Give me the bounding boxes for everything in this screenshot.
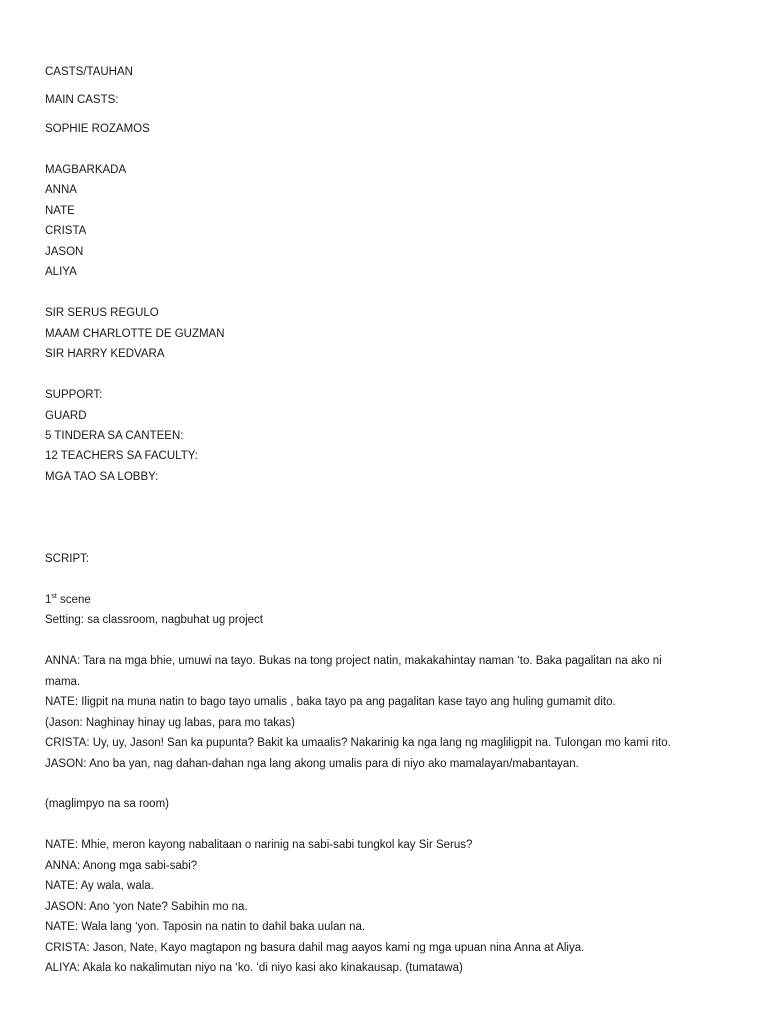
dialogue-line: ANNA: Anong mga sabi-sabi? — [45, 860, 198, 872]
group-member: NATE — [45, 205, 75, 217]
dialogue-line: ANNA: Tara na mga bhie, umuwi na tayo. Bukas na tong project natin, makakahintay naman ‘to. Baka pagalitan na ako ni — [45, 655, 662, 667]
scene-number: 1 — [45, 594, 52, 606]
teacher: MAAM CHARLOTTE DE GUZMAN — [45, 328, 225, 340]
dialogue-line: NATE: Mhie, meron kayong nabalitaan o narinig na sabi-sabi tungkol kay Sir Serus? — [45, 839, 473, 851]
dialogue-line: (Jason: Naghinay hinay ug labas, para mo takas) — [45, 717, 295, 729]
group-member: ALIYA — [45, 266, 77, 278]
support-label: SUPPORT: — [45, 389, 103, 401]
group-label: MAGBARKADA — [45, 164, 127, 176]
dialogue-line: NATE: Ay wala, wala. — [45, 880, 154, 892]
script-heading: SCRIPT: — [45, 553, 90, 565]
dialogue-line: NATE: Wala lang ‘yon. Taposin na natin to dahil baka uulan na. — [45, 921, 366, 933]
support-member: 12 TEACHERS SA FACULTY: — [45, 450, 198, 462]
scene-setting: Setting: sa classroom, nagbuhat ug project — [45, 614, 263, 626]
dialogue-line: ALIYA: Akala ko nakalimutan niyo na ‘ko. ‘di niyo kasi ako kinakausap. (tumatawa) — [45, 962, 463, 974]
teacher: SIR SERUS REGULO — [45, 307, 159, 319]
group-member: JASON — [45, 246, 84, 258]
support-member: MGA TAO SA LOBBY: — [45, 471, 159, 483]
lead-cast: SOPHIE ROZAMOS — [45, 123, 150, 135]
dialogue-line: JASON: Ano ba yan, nag dahan-dahan nga lang akong umalis para di niyo ako mamalayan/mabantayan. — [45, 758, 579, 770]
group-member: CRISTA — [45, 225, 87, 237]
support-member: GUARD — [45, 410, 87, 422]
dialogue-line: CRISTA: Jason, Nate, Kayo magtapon ng basura dahil mag aayos kami ng mga upuan nina Anna at Aliya. — [45, 942, 585, 954]
scene-ordinal-suffix: st — [51, 593, 57, 601]
scene-word: scene — [56, 594, 91, 606]
main-cast-label: MAIN CASTS: — [45, 94, 119, 106]
dialogue-line: NATE: Iligpit na muna natin to bago tayo umalis , baka tayo pa ang pagalitan kase tayo ang huling gumamit dito. — [45, 696, 616, 708]
support-member: 5 TINDERA SA CANTEEN: — [45, 430, 184, 442]
scene-title — [45, 593, 91, 607]
dialogue-line: mama. — [45, 676, 81, 688]
group-member: ANNA — [45, 184, 77, 196]
dialogue-line: JASON: Ano ‘yon Nate? Sabihin mo na. — [45, 901, 248, 913]
stage-direction: (maglimpyo na sa room) — [45, 798, 169, 810]
teacher: SIR HARRY KEDVARA — [45, 348, 165, 360]
dialogue-line: CRISTA: Uy, uy, Jason! San ka pupunta? Bakit ka umaalis? Nakarinig ka nga lang ng magliligpit na. Tulongan mo kami rito. — [45, 737, 671, 749]
cast-heading: CASTS/TAUHAN — [45, 66, 133, 78]
